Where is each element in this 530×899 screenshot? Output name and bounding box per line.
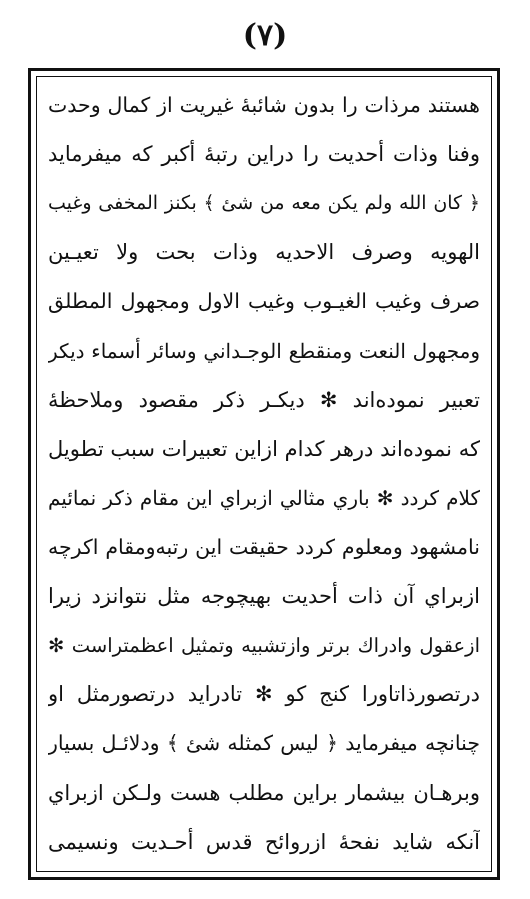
text-line: ﴿ كان الله ولم يكن معه من شئ ﴾ بكنز المخفى وغيب <box>48 192 480 215</box>
text-line: كلام كردد ✻ باري مثالي ازبراي اين مقام ذكر نمائيم <box>48 485 480 510</box>
text-line: ازبراي آن ذات أحديت بهيچوجه مثل نتوانزد زيرا <box>48 584 480 609</box>
text-line: تعبير نموده‌اند ✻ ديكـر ذكر مقصود وملاحظهٔ <box>48 387 480 412</box>
text-line: ازعقول وادراك برتر وازتشبيه وتمثيل اعظمتراست ✻ <box>48 634 480 658</box>
text-line: نامشهود ومعلوم كردد حقيقت اين رتبه‌ومقام اكرچه <box>48 534 480 559</box>
text-line: هستند مرذات را بدون شائبهٔ غيريت از كمال وحدت <box>48 93 480 117</box>
text-line: آنكه شايد نفحهٔ ازروائح قدس أحـديت ونسيمى <box>48 829 480 854</box>
text-line: صرف وغيب الغيـوب وغيب الاول ومجهول المطلق <box>48 289 480 314</box>
text-line: كه نموده‌اند درهر كدام ازاين تعبيرات سبب تطويل <box>48 436 480 461</box>
text-block <box>48 84 480 864</box>
text-line: درتصورذاتاورا كنج كو ✻ تادرايد درتصورمثل او <box>48 682 480 707</box>
text-line: وفنا وذات أحديت را دراين رتبهٔ أكبر كه ميفرمايد <box>48 142 480 167</box>
page-number: (٧) <box>242 18 288 53</box>
text-line: چنانچه ميفرمايد ﴿ ليس كمثله شئ ﴾ ودلائـل بسيار <box>48 731 480 756</box>
text-line: وبرهـان بيشمار براين مطلب هست ولـكن ازبراي <box>48 780 480 805</box>
text-line: الهويه وصرف الاحديه وذات بحت ولا تعيـين <box>48 240 480 265</box>
text-line: ومجهول النعت ومنقطع الوجـداني وسائر أسماء ديكر <box>48 338 480 363</box>
